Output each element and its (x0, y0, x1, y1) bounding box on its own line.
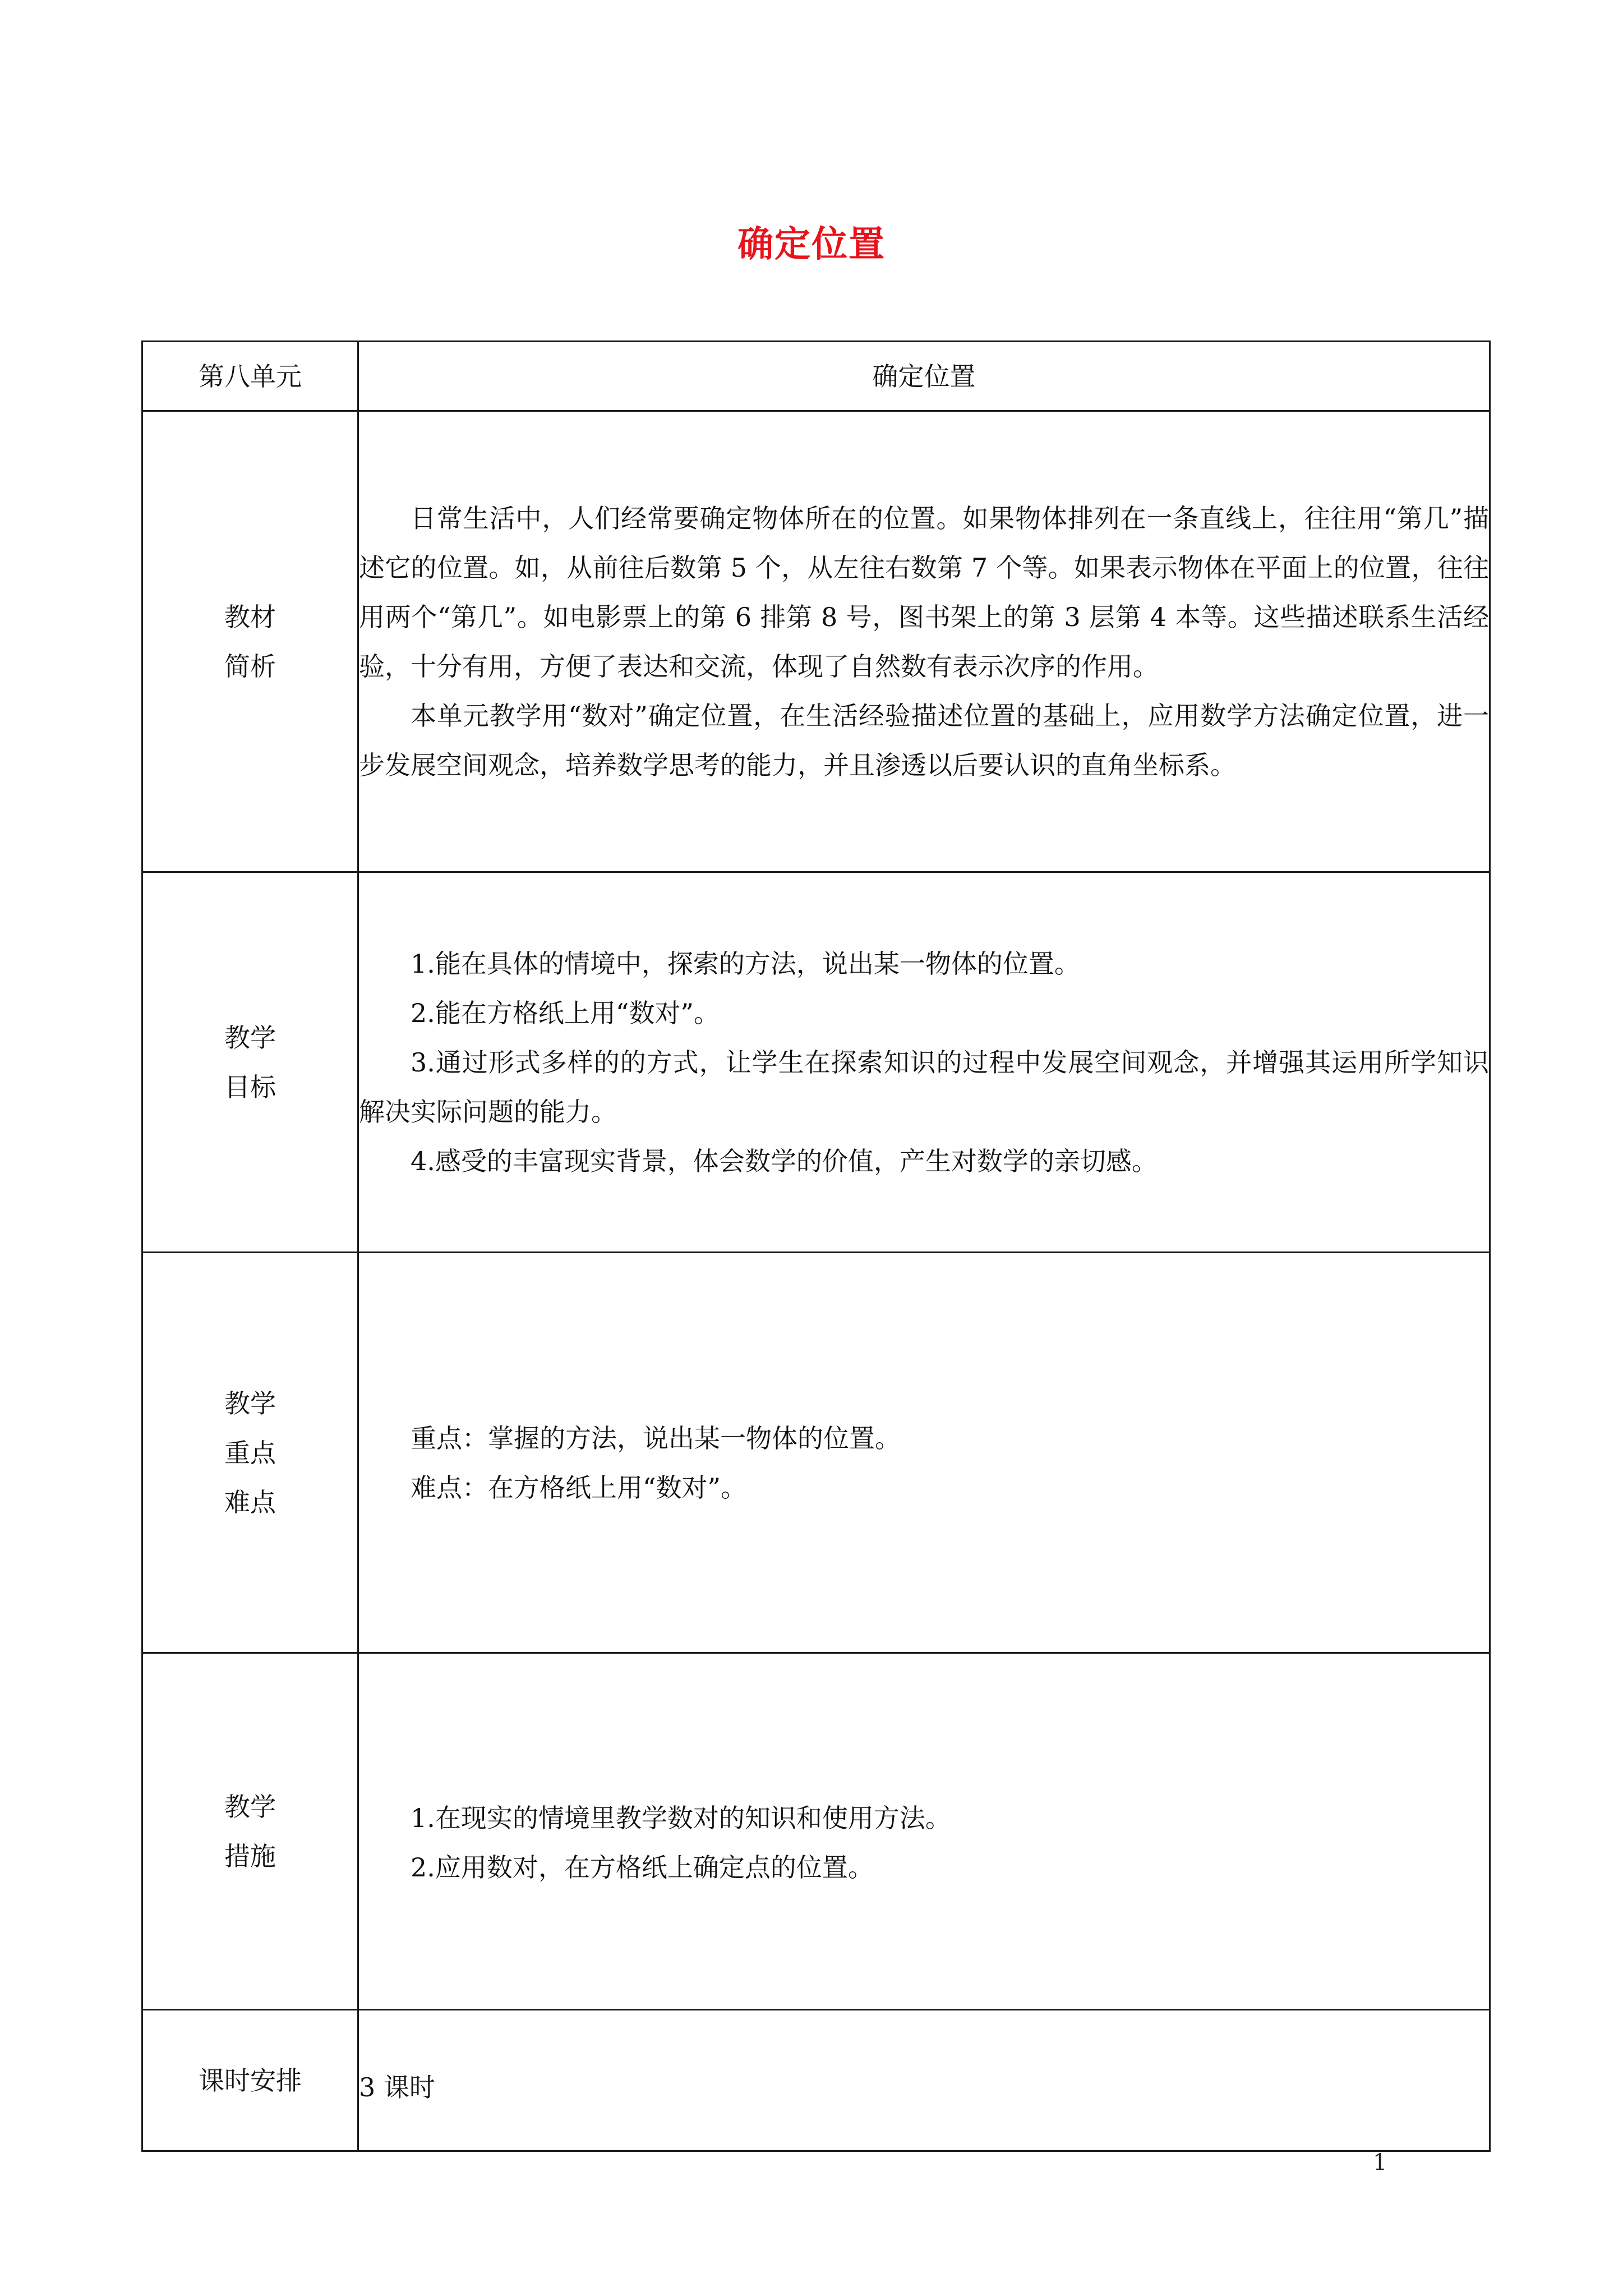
label-line: 目标 (224, 1071, 276, 1102)
goal-item: 2.能在方格纸上用“数对”。 (411, 997, 720, 1028)
goal-item: 1.能在具体的情境中，探索的方法，说出某一物体的位置。 (411, 948, 1080, 979)
label-line: 教学 (224, 1791, 276, 1822)
unit-topic: 确定位置 (358, 342, 1490, 411)
label-line: 措施 (224, 1841, 276, 1871)
label-line: 难点 (224, 1487, 276, 1517)
label-line: 教学 (224, 1388, 276, 1419)
label-line: 重点 (224, 1437, 276, 1468)
key-difficult-points-content (358, 1253, 1490, 1653)
row-label-teaching-goals (142, 872, 358, 1253)
class-hours-content (358, 2010, 1490, 2151)
label-line: 课时安排 (199, 2065, 302, 2096)
measure-item: 1.在现实的情境里教学数对的知识和使用方法。 (411, 1802, 951, 1833)
table-row-key-difficult-points (142, 1253, 1490, 1653)
analysis-paragraph: 日常生活中，人们经常要确定物体所在的位置。如果物体排列在一条直线上，往往用“第几”描述它的位置。如，从前往后数第 5 个，从左往右数第 7 个等。如果表示物体在平面上的位置，往往用两个“第几”。如电影票上的第 6 排第 8 号，图书架上的第 3 层第 4 本等。这些描述联系生活经验，十分有用，方便了表达和交流，体现了自然数有表示次序的作用。 (359, 503, 1489, 682)
difficult-point-item: 难点：在方格纸上用“数对”。 (411, 1472, 747, 1503)
textbook-analysis-content (358, 411, 1490, 872)
table-header-row (142, 342, 1490, 411)
unit-plan-table (141, 341, 1491, 2152)
analysis-paragraph: 本单元教学用“数对”确定位置，在生活经验描述位置的基础上，应用数学方法确定位置，进一步发展空间观念，培养数学思考的能力，并且渗透以后要认识的直角坐标系。 (359, 700, 1489, 780)
table-row-teaching-goals (142, 872, 1490, 1253)
table-row-class-hours (142, 2010, 1490, 2151)
label-line: 简析 (224, 651, 276, 682)
label-line: 教材 (224, 601, 276, 632)
label-line: 教学 (224, 1022, 276, 1053)
measure-item: 2.应用数对，在方格纸上确定点的位置。 (411, 1852, 874, 1883)
table-row-teaching-measures (142, 1653, 1490, 2010)
key-point-item: 重点：掌握的方法，说出某一物体的位置。 (411, 1423, 901, 1453)
class-hours-value: 3 课时 (359, 2072, 435, 2102)
teaching-goals-content (358, 872, 1490, 1253)
page-number: 1 (1373, 2150, 1387, 2175)
goal-item: 4.感受的丰富现实背景，体会数学的价值，产生对数学的亲切感。 (411, 1145, 1158, 1176)
row-label-teaching-measures (142, 1653, 358, 2010)
row-label-key-difficult-points (142, 1253, 358, 1653)
teaching-measures-content (358, 1653, 1490, 2010)
goal-item: 3.通过形式多样的的方式，让学生在探索知识的过程中发展空间观念，并增强其运用所学知识解决实际问题的能力。 (359, 1047, 1489, 1127)
page-title: 确定位置 (737, 224, 886, 265)
row-label-textbook-analysis (142, 411, 358, 872)
row-label-class-hours (142, 2010, 358, 2151)
table-row-textbook-analysis (142, 411, 1490, 872)
unit-label: 第八单元 (142, 342, 358, 411)
